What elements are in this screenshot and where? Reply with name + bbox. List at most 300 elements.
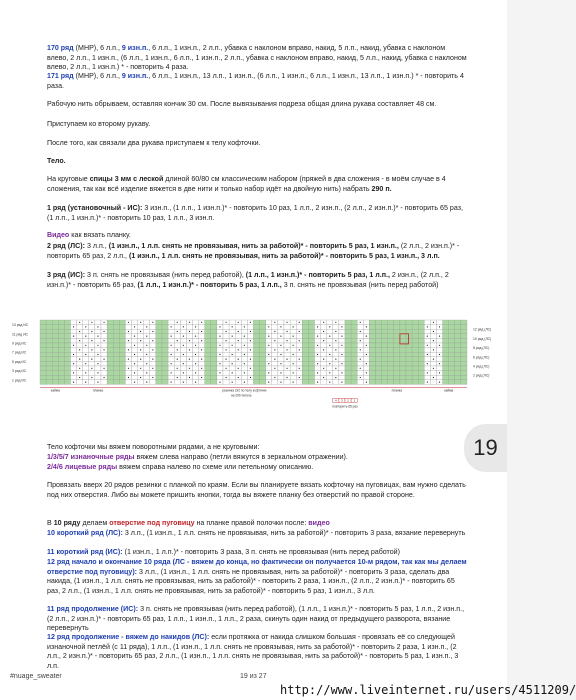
chart-cell [174,343,180,348]
chart-cell [278,320,284,325]
chart-cell [376,357,382,362]
chart-cell [58,380,64,385]
chart-cell [394,380,400,385]
chart-cell [132,366,138,371]
chart-cell [308,380,314,385]
chart-cell [125,343,131,348]
row-11-continue: 11 ряд продолжение (ИС): 3 п. снять не провязывая (нить перед работой), (1 л.п., 1 изн.п.)* - повторить 5 раз, 1 л.п., 2 изн.п., (2 л.п., 2 изн.п.)* - повторить 65 раз, 1 л.п., 1 изн.п., 1 л.п., 2 раза, скинуть один накид от предыдущего разворота, вязание перевернуть [47,605,465,633]
chart-cell [443,361,449,366]
chart-cell [327,375,333,380]
chart-cell [455,352,461,357]
chart-cell [351,348,357,353]
chart-cell [138,371,144,376]
chart-cell [58,320,64,325]
chart-cell [247,334,253,339]
chart-purl-dot [73,382,74,383]
chart-purl-dot [85,354,86,355]
chart-cell [406,371,412,376]
chart-purl-dot [232,372,233,373]
chart-cell [461,329,467,334]
chart-cell [174,334,180,339]
chart-cell [449,338,455,343]
chart-purl-dot [366,345,367,346]
chart-cell [254,375,260,380]
chart-cell [229,357,235,362]
chart-cell [150,361,156,366]
chart-cell [83,320,89,325]
chart-cell [119,343,125,348]
chart-purl-dot [85,345,86,346]
chart-cell [406,352,412,357]
chart-purl-dot [201,368,202,369]
chart-cell [443,325,449,330]
video-link-2[interactable]: видео [308,519,330,527]
chart-cell [406,325,412,330]
chart-cell [327,366,333,371]
chart-cell [400,361,406,366]
chart-purl-dot [177,331,178,332]
chart-cell [211,320,217,325]
chart-cell [107,352,113,357]
chart-cell [308,325,314,330]
chart-cell [162,366,168,371]
chart-cell [376,371,382,376]
chart-cell [205,375,211,380]
chart-purl-dot [335,359,336,360]
chart-cell [327,320,333,325]
chart-purl-dot [183,363,184,364]
video-planka: Видео как вязать планку. [47,231,131,239]
chart-purl-dot [360,322,361,323]
chart-cell [40,361,46,366]
chart-cell [64,366,70,371]
chart-purl-dot [366,336,367,337]
chart-cell [150,343,156,348]
chart-cell [107,343,113,348]
chart-cell [406,380,412,385]
chart-cell [418,361,424,366]
chart-cell [412,329,418,334]
chart-cell [443,352,449,357]
chart-purl-dot [293,326,294,327]
chart-cell [296,380,302,385]
chart-cell [339,366,345,371]
chart-cell [58,375,64,380]
chart-cell [113,343,119,348]
chart-purl-dot [134,326,135,327]
chart-cell [449,357,455,362]
chart-purl-dot [360,377,361,378]
chart-purl-dot [195,326,196,327]
chart-cell [64,334,70,339]
video-link[interactable]: Видео [47,231,70,239]
chart-purl-dot [323,331,324,332]
chart-cell [455,343,461,348]
chart-cell [461,325,467,330]
chart-cell [418,329,424,334]
chart-cell [83,348,89,353]
chart-purl-dot [232,326,233,327]
chart-purl-dot [91,377,92,378]
chart-purl-dot [225,368,226,369]
chart-cell [71,348,77,353]
chart-cell [357,380,363,385]
chart-cell [241,375,247,380]
chart-cell [400,325,406,330]
chart-cell [376,343,382,348]
chart-cell [211,348,217,353]
chart-purl-dot [189,331,190,332]
chart-purl-dot [366,363,367,364]
chart-cell [71,375,77,380]
section-sublabel: на 290 петель [230,393,252,398]
chart-cell [40,357,46,362]
chart-cell [113,329,119,334]
chart-cell [455,375,461,380]
chart-cell [406,338,412,343]
chart-cell [339,338,345,343]
chart-cell [199,325,205,330]
knitting-chart [10,312,500,407]
row-label-left: 11 ряд ИС [12,332,28,337]
chart-purl-dot [299,331,300,332]
chart-cell [144,366,150,371]
chart-cell [95,375,101,380]
row-label-right: 6 ряд (ЛС) [473,355,490,360]
chart-cell [58,348,64,353]
chart-cell [339,357,345,362]
chart-cell [193,320,199,325]
chart-cell [302,348,308,353]
chart-purl-dot [274,331,275,332]
chart-cell [77,371,83,376]
chart-cell [376,334,382,339]
chart-cell [40,325,46,330]
chart-cell [394,375,400,380]
chart-purl-dot [152,340,153,341]
chart-cell [345,366,351,371]
chart-cell [89,334,95,339]
chart-cell [89,361,95,366]
chart-purl-dot [244,372,245,373]
chart-cell [308,329,314,334]
row-label-right: 8 ряд (ЛС) [473,346,490,351]
chart-cell [193,366,199,371]
row-1-setup: 1 ряд (установочный - ИС): 3 изн.п., (1 л.п., 1 изн.п.)* - повторить 10 раз, 1 л.п., 2 изн.п., (2 л.п., 2 изн.п.)* - повторить 65 раз, (1 л.п., 1 изн.п.)* - повторить 10 раз, 1 л.п., 3 изн.п. [47,204,463,222]
chart-cell [119,366,125,371]
chart-cell [260,361,266,366]
chart-cell [406,357,412,362]
chart-purl-dot [433,368,434,369]
chart-purl-dot [329,336,330,337]
chart-purl-dot [140,359,141,360]
body-title: Тело. [47,157,66,165]
chart-purl-dot [189,368,190,369]
chart-purl-dot [152,368,153,369]
chart-purl-dot [433,340,434,341]
paragraph-odd-rows: 1/3/5/7 изнаночные ряды вяжем слева направо (петли вяжутся в зеркальном отражении). [47,453,348,461]
chart-cell [254,380,260,385]
chart-cell [186,343,192,348]
chart-cell [345,361,351,366]
chart-purl-dot [329,363,330,364]
chart-purl-dot [128,322,129,323]
chart-cell [284,325,290,330]
chart-cell [40,371,46,376]
chart-cell [437,357,443,362]
chart-purl-dot [329,382,330,383]
chart-cell [138,380,144,385]
chart-cell [418,325,424,330]
chart-purl-dot [317,345,318,346]
chart-cell [308,334,314,339]
chart-cell [272,343,278,348]
chart-cell [58,343,64,348]
chart-purl-dot [299,377,300,378]
chart-purl-dot [341,345,342,346]
chart-purl-dot [341,326,342,327]
source-url[interactable]: http://www.liveinternet.ru/users/4511209/ [280,683,576,697]
chart-cell [211,334,217,339]
chart-purl-dot [335,377,336,378]
chart-cell [406,320,412,325]
chart-purl-dot [189,377,190,378]
chart-cell [254,320,260,325]
chart-cell [394,357,400,362]
chart-purl-dot [268,336,269,337]
chart-cell [400,348,406,353]
chart-cell [125,334,131,339]
chart-cell [138,325,144,330]
chart-cell [376,338,382,343]
chart-purl-dot [85,382,86,383]
chart-cell [199,361,205,366]
chart-cell [89,371,95,376]
chart-purl-dot [238,322,239,323]
paragraph-ribbing: Провязать вверх 20 рядов резинки с планкой по краям. Если вы планируете вязать кофточку на пуговицах, вам нужно сделать под них отверстия. Либо вы можете пришить кнопки, тогда вы вяжете планку без отверстий по правой стороне. [47,481,466,499]
chart-purl-dot [232,345,233,346]
chart-cell [254,329,260,334]
chart-cell [272,371,278,376]
chart-purl-dot [317,326,318,327]
chart-cell [58,352,64,357]
chart-cell [388,338,394,343]
chart-cell [211,357,217,362]
chart-cell [168,366,174,371]
chart-cell [107,375,113,380]
chart-cell [382,338,388,343]
chart-cell [40,380,46,385]
chart-cell [302,357,308,362]
chart-cell [113,325,119,330]
chart-cell [430,352,436,357]
section-label: кайма [50,388,60,393]
chart-cell [119,338,125,343]
chart-cell [40,343,46,348]
chart-cell [247,380,253,385]
chart-purl-dot [268,354,269,355]
chart-cell [156,329,162,334]
chart-purl-dot [317,336,318,337]
chart-cell [315,348,321,353]
chart-cell [46,371,52,376]
chart-cell [186,371,192,376]
chart-cell [308,352,314,357]
chart-cell [351,320,357,325]
chart-cell [95,357,101,362]
chart-cell [223,343,229,348]
chart-cell [217,366,223,371]
chart-purl-dot [232,336,233,337]
chart-cell [382,361,388,366]
chart-purl-dot [134,345,135,346]
chart-cell [388,352,394,357]
chart-cell [254,348,260,353]
chart-cell [351,361,357,366]
chart-cell [284,371,290,376]
chart-cell [302,320,308,325]
chart-cell [247,343,253,348]
chart-cell [211,371,217,376]
chart-cell [52,320,58,325]
chart-cell [156,357,162,362]
chart-purl-dot [103,322,104,323]
chart-cell [376,375,382,380]
chart-cell [418,352,424,357]
chart-cell [461,366,467,371]
chart-cell [357,371,363,376]
chart-purl-dot [103,359,104,360]
chart-cell [290,329,296,334]
chart-purl-dot [97,382,98,383]
chart-cell [272,334,278,339]
chart-cell [52,352,58,357]
chart-cell [113,320,119,325]
chart-cell [64,375,70,380]
chart-cell [254,343,260,348]
chart-purl-dot [323,359,324,360]
chart-purl-dot [183,326,184,327]
chart-cell [168,329,174,334]
chart-cell [64,325,70,330]
chart-cell [333,371,339,376]
chart-purl-dot [323,340,324,341]
chart-purl-dot [360,331,361,332]
chart-cell [394,329,400,334]
chart-purl-dot [238,359,239,360]
chart-cell [461,375,467,380]
chart-purl-dot [79,340,80,341]
chart-cell [357,352,363,357]
chart-cell [71,329,77,334]
chart-cell [223,352,229,357]
row-2: 2 ряд (ЛС): 3 л.п., (1 изн.п., 1 л.п. снять не провязывая, нить за работой)* - повторить 5 раз, 1 изн.п., (2 л.п., 2 изн.п.)* - повторить 65 раз, 2 л.п., (1 изн.п., 1 л.п. снять не провязывая, нить за работой)* - повторить 5 раз, 1 изн.п., 3 л.п. [47,242,460,260]
chart-purl-dot [201,322,202,323]
chart-purl-dot [244,336,245,337]
chart-purl-dot [427,336,428,337]
chart-cell [83,357,89,362]
chart-purl-dot [335,331,336,332]
chart-cell [412,380,418,385]
chart-purl-dot [189,359,190,360]
chart-cell [193,338,199,343]
chart-cell [132,357,138,362]
chart-cell [296,343,302,348]
chart-purl-dot [268,382,269,383]
chart-cell [345,329,351,334]
chart-purl-dot [91,368,92,369]
chart-cell [138,343,144,348]
chart-cell [235,352,241,357]
chart-cell [412,352,418,357]
chart-cell [260,371,266,376]
chart-cell [376,361,382,366]
row-label-left: 13 ряд ИС [12,323,29,328]
chart-cell [119,348,125,353]
chart-purl-dot [97,336,98,337]
chart-cell [89,343,95,348]
chart-purl-dot [73,326,74,327]
chart-cell [46,348,52,353]
chart-cell [449,371,455,376]
chart-cell [382,343,388,348]
chart-cell [217,375,223,380]
chart-cell [424,357,430,362]
chart-purl-dot [183,336,184,337]
chart-purl-dot [73,354,74,355]
chart-cell [333,380,339,385]
chart-cell [461,348,467,353]
chart-purl-dot [195,336,196,337]
chart-cell [40,352,46,357]
chart-cell [266,357,272,362]
chart-purl-dot [73,363,74,364]
row-label-left: 1 ряд ИС [12,378,27,383]
chart-cell [205,329,211,334]
chart-purl-dot [201,340,202,341]
chart-cell [168,357,174,362]
chart-purl-dot [360,359,361,360]
chart-cell [461,371,467,376]
chart-cell [418,357,424,362]
row-12-continue: 12 ряд продолжение - вяжем до накидов (ЛС): если протяжка от накида слишком большая - провязать её со следующей изнаночной петлёй (с 11 ряда), 1 л.п., (1 изн.п., 1 л.п. снять не провязывая, нить за работой)* - повторить 2 раза, 1 изн.п., (2 л.п., 2 изн.п.)* - повторить 65 раз, 2 л.п., (1 изн.п., 1 л.п. снять не провязывая, нить за работой)* - повторить 5 раз, 1 изн.п., 3 л.п. [47,633,459,670]
chart-cell [217,320,223,325]
chart-cell [394,348,400,353]
chart-cell [46,380,52,385]
row-12-start: 12 ряд начало и окончание 10 ряда (ЛС - вяжем до конца, но фактически он получается 10-м рядом, так как мы делаем отверстие под пуговицу): 3 л.п., (1 изн.п., 1 л.п. снять не провязывая, нить за работой)* - повторить 3 раза, сделать два накида, (1 изн.п., 1 л.п. снять не провязывая, нить за работой)* - повторить 2 раза, 1 изн.п., (2 л.п., 2 изн.п.)* - повторить 65 раз, 2 л.п., (1 изн.п., 1 л.п. снять не провязывая, нить за работой)* - повторить 5 раз, 1 изн.п., 3 л.п. [47,558,467,595]
chart-cell [430,361,436,366]
chart-cell [223,325,229,330]
chart-cell [418,320,424,325]
chart-purl-dot [171,326,172,327]
chart-cell [254,361,260,366]
chart-purl-dot [427,363,428,364]
chart-purl-dot [439,354,440,355]
chart-purl-dot [335,368,336,369]
chart-cell [64,348,70,353]
chart-cell [113,371,119,376]
chart-purl-dot [274,340,275,341]
chart-cell [229,329,235,334]
chart-purl-dot [366,354,367,355]
chart-purl-dot [280,354,281,355]
chart-cell [162,338,168,343]
chart-cell [351,334,357,339]
chart-cell [205,366,211,371]
chart-purl-dot [335,322,336,323]
chart-cell [180,375,186,380]
chart-cell [406,366,412,371]
